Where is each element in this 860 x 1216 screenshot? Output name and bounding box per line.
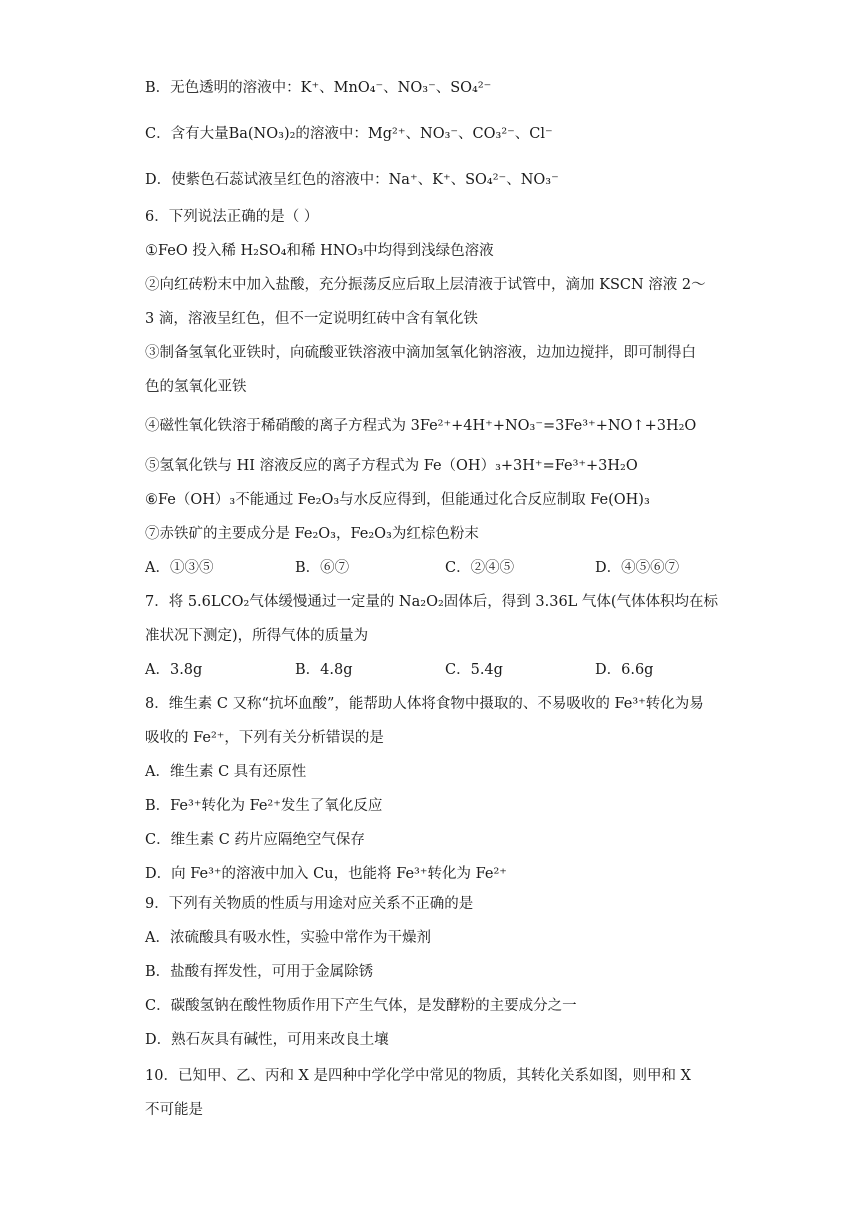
q7-option-b[interactable]: B．4.8g — [295, 662, 353, 678]
q7-option-c[interactable]: C．5.4g — [445, 662, 503, 678]
q8-stem: 8．维生素 C 又称“抗坏血酸”，能帮助人体将食物中摄取的、不易吸收的 Fe³⁺转化为易 — [145, 696, 704, 712]
q9-option-a[interactable]: A．浓硫酸具有吸水性，实验中常作为干燥剂 — [145, 930, 431, 946]
q6-statement-7: ⑦赤铁矿的主要成分是 Fe₂O₃，Fe₂O₃为红棕色粉末 — [145, 526, 479, 542]
q6-statement-1: ①FeO 投入稀 H₂SO₄和稀 HNO₃中均得到浅绿色溶液 — [145, 243, 494, 259]
q6-statement-6: ⑥Fe（OH）₃不能通过 Fe₂O₃与水反应得到，但能通过化合反应制取 Fe(OH)₃ — [145, 492, 650, 508]
q7-option-a[interactable]: A．3.8g — [145, 662, 203, 678]
q8-stem-cont: 吸收的 Fe²⁺，下列有关分析错误的是 — [145, 730, 384, 746]
q5-option-c: C．含有大量Ba(NO₃)₂的溶液中：Mg²⁺、NO₃⁻、CO₃²⁻、Cl⁻ — [145, 126, 553, 142]
q7-stem: 7．将 5.6LCO₂气体缓慢通过一定量的 Na₂O₂固体后，得到 3.36L 气体(气体体积均在标 — [145, 594, 719, 610]
q6-statement-4: ④磁性氧化铁溶于稀硝酸的离子方程式为 3Fe²⁺+4H⁺+NO₃⁻=3Fe³⁺+NO↑+3H₂O — [145, 418, 697, 434]
q8-option-d[interactable]: D．向 Fe³⁺的溶液中加入 Cu，也能将 Fe³⁺转化为 Fe²⁺ — [145, 866, 507, 882]
q6-stem: 6．下列说法正确的是（ ） — [145, 209, 319, 225]
q8-option-c[interactable]: C．维生素 C 药片应隔绝空气保存 — [145, 832, 365, 848]
q6-statement-3-cont: 色的氢氧化亚铁 — [145, 379, 247, 395]
q7-option-d[interactable]: D．6.6g — [595, 662, 654, 678]
q5-option-d: D．使紫色石蕊试液呈红色的溶液中：Na⁺、K⁺、SO₄²⁻、NO₃⁻ — [145, 172, 559, 188]
q6-option-c[interactable]: C．②④⑤ — [445, 560, 515, 576]
q8-option-b[interactable]: B．Fe³⁺转化为 Fe²⁺发生了氧化反应 — [145, 798, 383, 814]
q6-statement-2: ②向红砖粉末中加入盐酸，充分振荡反应后取上层清液于试管中，滴加 KSCN 溶液 2～ — [145, 277, 706, 293]
q9-option-d[interactable]: D．熟石灰具有碱性，可用来改良土壤 — [145, 1032, 389, 1048]
q6-statement-3: ③制备氢氧化亚铁时，向硫酸亚铁溶液中滴加氢氧化钠溶液，边加边搅拌，即可制得白 — [145, 345, 696, 361]
q6-statement-5: ⑤氢氧化铁与 HI 溶液反应的离子方程式为 Fe（OH）₃+3H⁺=Fe³⁺+3H₂O — [145, 458, 638, 474]
q10-stem-cont: 不可能是 — [145, 1102, 203, 1118]
q6-option-d[interactable]: D．④⑤⑥⑦ — [595, 560, 680, 576]
q9-option-b[interactable]: B．盐酸有挥发性，可用于金属除锈 — [145, 964, 374, 980]
q6-option-b[interactable]: B．⑥⑦ — [295, 560, 350, 576]
q6-statement-2-cont: 3 滴，溶液呈红色，但不一定说明红砖中含有氧化铁 — [145, 311, 478, 327]
q9-stem: 9．下列有关物质的性质与用途对应关系不正确的是 — [145, 896, 474, 912]
q8-option-a[interactable]: A．维生素 C 具有还原性 — [145, 764, 307, 780]
q10-stem: 10．已知甲、乙、丙和 X 是四种中学化学中常见的物质，其转化关系如图，则甲和 X — [145, 1068, 691, 1084]
q5-option-b: B．无色透明的溶液中：K⁺、MnO₄⁻、NO₃⁻、SO₄²⁻ — [145, 80, 492, 96]
q9-option-c[interactable]: C．碳酸氢钠在酸性物质作用下产生气体，是发酵粉的主要成分之一 — [145, 998, 577, 1014]
q6-option-a[interactable]: A．①③⑤ — [145, 560, 214, 576]
q7-stem-cont: 准状况下测定)，所得气体的质量为 — [145, 628, 369, 644]
